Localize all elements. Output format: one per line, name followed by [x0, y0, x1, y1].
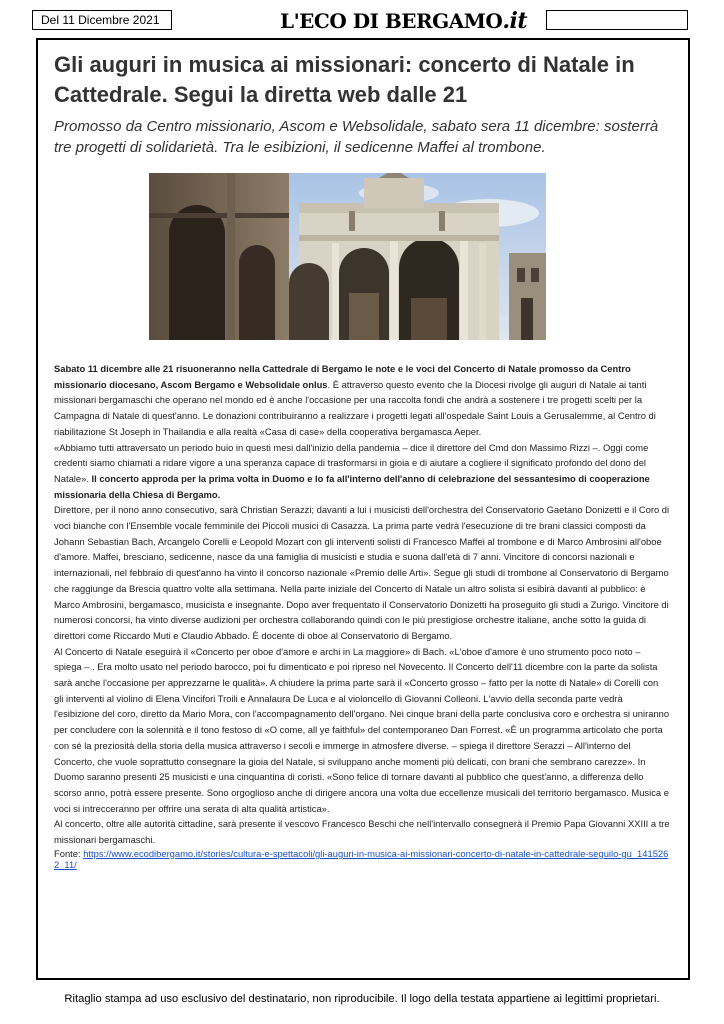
- source-link[interactable]: https://www.ecodibergamo.it/stories/cultura-e-spettacoli/gli-auguri-in-musica-ai-missionari-concerto-di-natale-in-cattedrale-seguilo-gu_1415262_11/: [54, 847, 669, 870]
- article-title: Gli auguri in musica ai missionari: concerto di Natale in Cattedrale. Segui la diretta web dalle 21: [54, 52, 635, 107]
- paragraph-5: Al concerto, oltre alle autorità cittadine, sarà presente il vescovo Francesco Beschi che nell'intervallo consegnerà il Premio Papa Giovanni XXIII a tre missionari bergamaschi.: [54, 818, 670, 846]
- paragraph-2: [54, 440, 670, 503]
- blank-header-box: [546, 10, 688, 30]
- paragraph-4: Al Concerto di Natale eseguirà il «Concerto per oboe d'amore e archi in La maggiore» di Bach. «L'oboe d'amore è uno strumento poco noto – spiega – . Era molto usato nel periodo barocco, poi fu dimenticato e poi ripreso nel Novecento. Il Concerto dell'11 dicembre con la parte da solista sarà anche l'occasione per apprezzarne le qualità». A chiudere la prima parte sarà il «Concerto grosso – fatto per la notte di Natale» di Corelli con gli interventi al violino di Elena Vincifori Troili e Annalaura De Luca e al violoncello di Giovanni Colleoni. L'avvio della seconda parte vedrà l'esibizione del coro, diretto da Mario Mora, con l'accompagnamento dell'organo. Nei cinque brani della parte conclusiva coro e orchestra si uniranno per concludere con la solennità e il tono festoso di «O come, all ye faithful» del contemporaneo Dan Forrest. «È un programma articolato che porta con sé la preziosità della storia della musica attraverso i secoli e immerge in atmosfere diverse. – spiega il direttore Serazzi – All'interno del Concerto, che vuole soprattutto consegnare la gioia del Natale, si sviluppano anche momenti più delicati, con brani che sembrano carezze». In Duomo saranno presenti 25 musicisti e una cinquantina di coristi. «Sono felice di tornare davanti al pubblico che quest'anno, a differenza dello scorso anno, potrà essere presente. Sono orgoglioso anche di dirigere ancora una volta due eccellenze musicali del territorio bergamasco. Musica e voci si intrecceranno per offrire una serata di alta qualità artistica».: [54, 645, 670, 814]
- cathedral-photo: [149, 173, 546, 340]
- source-line: [54, 848, 670, 870]
- source-label: Fonte:: [54, 847, 84, 859]
- article-subtitle: Promosso da Centro missionario, Ascom e Websolidale, sabato sera 11 dicembre: sosterrà tre progetti di solidarietà. Tra le esibizioni, il sedicenne Maffei al trombone.: [54, 118, 659, 156]
- masthead-logo: [280, 6, 528, 36]
- paragraph-2-bold: Il concerto approda per la prima volta in Duomo e lo fa all'interno dell'anno di celebrazione del sessantesimo di cooperazione missionaria della Chiesa di Bergamo.: [54, 472, 650, 500]
- paragraph-1: [54, 361, 670, 440]
- paragraph-3: Direttore, per il nono anno consecutivo, sarà Christian Serazzi; davanti a lui i musicisti dell'orchestra del Conservatorio Gaetano Donizetti e il Coro di voci bianche con l'Ensemble vocale femminile dei Piccoli musici di Casazza. La prima parte vedrà l'esecuzione di tre brani classici composti da Johann Sebastian Bach, Arcangelo Corelli e Leopold Mozart con gli interventi solisti di Francesco Maffei al trombone e di Marco Ambrosini all'oboe d'amore. Maffei, bresciano, sedicenne, nasce da una famiglia di musicisti e studia e suona dall'età di 7 anni. Vincitore di concorsi nazionali e internazionali, nel febbraio di quest'anno ha vinto il concorso nazionale «Premio delle Arti». Segue gli studi di trombone al Conservatorio di Bergamo che raggiunge da Brescia quattro volte alla settimana. Nella parte iniziale del Concerto di Natale un altro solista si esibirà davanti al pubblico: è Marco Ambrosini, bergamasco, musicista e insegnante. Dopo aver frequentato il Conservatorio Donizetti ha proseguito gli studi a Zurigo. Vincitore di numerosi concorsi, ha vinto diverse audizioni per orchestra collaborando quindi con le più prestigiose orchestre italiane, anche sotto la guida di direttori come Riccardo Muti e Claudio Abbado. È docente di oboe al Conservatorio di Bergamo.: [54, 504, 670, 641]
- paragraph-1-text: . È attraverso questo evento che la Diocesi rivolge gli auguri di Natale ai tanti missionari bergamaschi che operano nel mondo ed è anche l'occasione per una raccolta fondi che andrà a sostenere i tre progetti scelti per la Campagna di Natale di quest'anno. Le donazioni contribuiranno a realizzare i progetti legati all'ospedale Saint Louis a Gerusalemme, al Centro di riabilitazione St Joseph in Thailandia e alla realtà «Casa di case» della cooperativa bergamasca Aeper.: [54, 378, 656, 437]
- date-box: Del 11 Dicembre 2021: [32, 10, 172, 30]
- paragraph-1-lead: Sabato 11 dicembre alle 21 risuoneranno nella Cattedrale di Bergamo le note e le voci del Concerto di Natale promosso da Centro missionario diocesano, Ascom Bergamo e Websolidale onlus: [54, 363, 631, 390]
- masthead-name: L'ECO DI BERGAMO: [280, 9, 503, 33]
- masthead-suffix: .it: [502, 8, 528, 34]
- paragraph-2-text: «Abbiamo tutti attraversato un periodo buio in questi mesi dall'inizio della pandemia – dice il direttore del Cmd don Massimo Rizzi –. Oggi come credenti siamo chiamati a ridare vigore a una speranza capace di trasformarsi in gioia e di aiutare a cogliere il significato profondo del dono del Natale».: [54, 441, 649, 484]
- footer-disclaimer: Ritaglio stampa ad uso esclusivo del destinatario, non riproducibile. Il logo della testata appartiene ai legittimi proprietari.: [64, 993, 660, 1005]
- article-body: [54, 361, 670, 870]
